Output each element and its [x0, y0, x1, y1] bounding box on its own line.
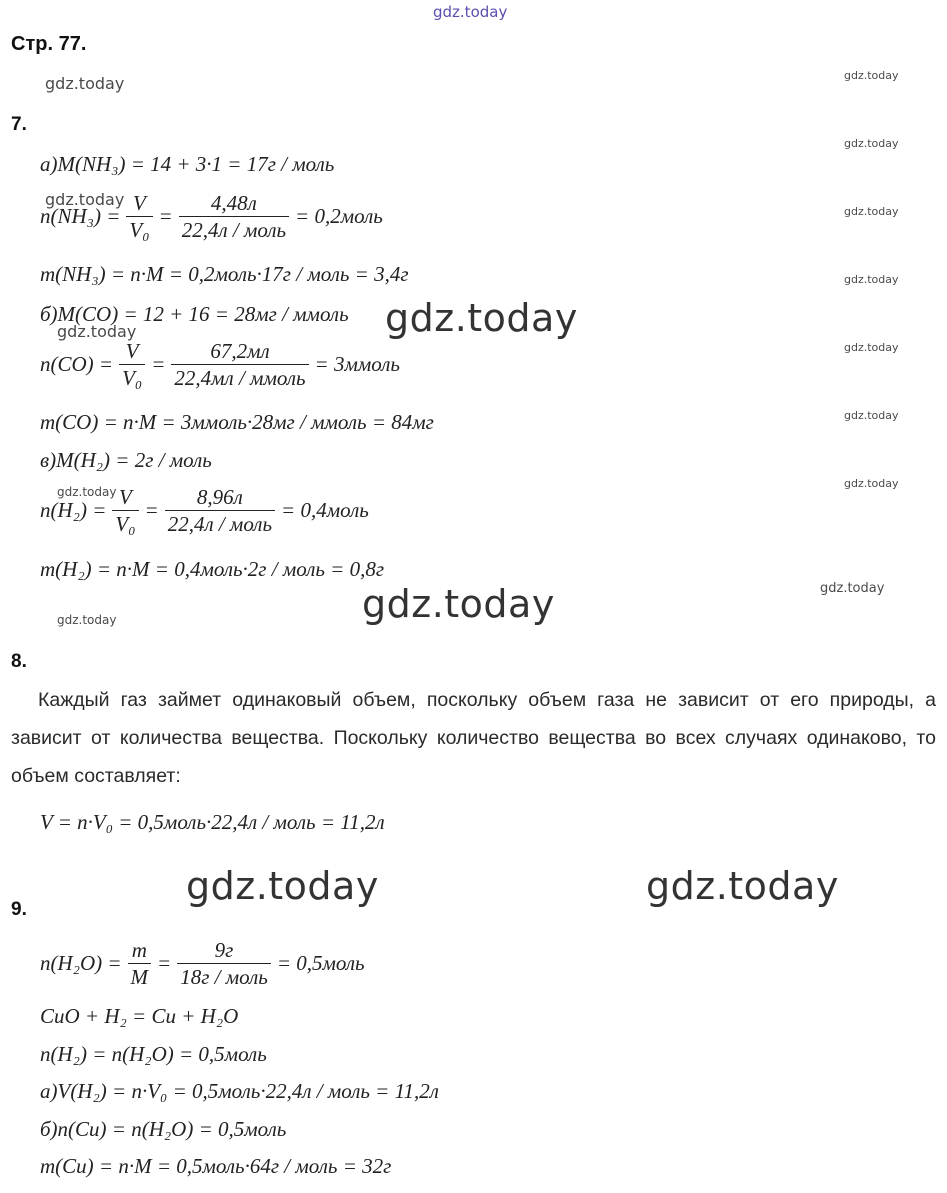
task-7c-amount-formula: n(H₂) = $\frac{V}{\text{V₀}}$ = $\frac{8,96л}{\text{22,4л / моль}}$ = 0,4моль: [40, 485, 369, 536]
watermark: gdz.today: [844, 477, 899, 490]
task-7c-mass: m(H₂) = n·M = 0,4моль·2г / моль = 0,8г: [40, 557, 385, 581]
watermark-large: gdz.today: [362, 582, 555, 626]
task-9-number: 9.: [11, 899, 27, 920]
task-9a-volume: а)V(H₂) = n·V₀ = 0,5моль·22,4л / моль = 11,2л: [40, 1079, 439, 1103]
page-title: Стр. 77.: [11, 33, 87, 55]
task-7a-mass: m(NH₃) = n·M = 0,2моль·17г / моль = 3,4г: [40, 262, 409, 286]
watermark: gdz.today: [45, 190, 125, 209]
watermark: gdz.today: [844, 341, 899, 354]
task-9-reaction: CuO + H₂ = Cu + H₂O: [40, 1004, 239, 1028]
task-8-paragraph: Каждый газ займет одинаковый объем, поскольку объем газа не зависит от его природы, а зависит от количества вещества. Поскольку количество вещества во всех случаях одинаково, то объем составляет:: [11, 689, 936, 787]
fraction-values: $\frac{4,48л}{\text{22,4л / моль}}$: [179, 192, 289, 241]
task-7b-amount-formula: n(CO) = $\frac{V}{\text{V₀}}$ = $\frac{67,2мл}{\text{22,4мл / ммоль}}$ = 3ммоль: [40, 339, 400, 390]
fraction-m-M: $\frac{m}{M}$: [128, 939, 152, 988]
task-9-m-cu: m(Cu) = n·M = 0,5моль·64г / моль = 32г: [40, 1154, 392, 1178]
task-7-number: 7.: [11, 114, 27, 135]
fraction-v-v0: $\frac{V}{\text{V₀}}$: [119, 340, 145, 389]
watermark: gdz.today: [844, 137, 899, 150]
watermark: gdz.today: [844, 205, 899, 218]
task-9-amount-formula: n(H₂O) = $\frac{m}{M}$ = $\frac{9г}{\text{18г / моль}}$ = 0,5моль: [40, 938, 365, 989]
watermark: gdz.today: [844, 69, 899, 82]
formula-result: = 0,2моль: [295, 204, 383, 228]
task-7b-mass: m(CO) = n·M = 3ммоль·28мг / ммоль = 84мг: [40, 410, 434, 434]
watermark-top: gdz.today: [433, 3, 508, 21]
task-7a-amount-formula: n(NH₃) = $\frac{V}{\text{V₀}}$ = $\frac{4,48л}{\text{22,4л / моль}}$ = 0,2моль: [40, 191, 383, 242]
watermark: gdz.today: [844, 409, 899, 422]
watermark: gdz.today: [844, 273, 899, 286]
formula-left: n(NH₃) =: [40, 204, 121, 228]
fraction-values: $\frac{67,2мл}{\text{22,4мл / ммоль}}$: [171, 340, 308, 389]
task-7c-molar-mass: в)M(H₂) = 2г / моль: [40, 448, 212, 472]
watermark: gdz.today: [820, 581, 885, 596]
watermark-large: gdz.today: [186, 864, 379, 908]
watermark-large: gdz.today: [646, 864, 839, 908]
watermark: gdz.today: [57, 322, 137, 341]
fraction-values: $\frac{8,96л}{\text{22,4л / моль}}$: [165, 486, 275, 535]
task-7a-molar-mass: а)M(NH₃) = 14 + 3·1 = 17г / моль: [40, 152, 335, 176]
watermark: gdz.today: [45, 74, 125, 93]
task-8-number: 8.: [11, 651, 27, 672]
fraction-v-v0: $\frac{V}{\text{V₀}}$: [112, 486, 138, 535]
task-7b-molar-mass: б)M(CO) = 12 + 16 = 28мг / ммоль: [40, 302, 349, 326]
watermark-large: gdz.today: [385, 296, 578, 340]
task-9b-n-cu: б)n(Cu) = n(H₂O) = 0,5моль: [40, 1117, 287, 1141]
watermark: gdz.today: [57, 485, 117, 499]
fraction-v-v0: $\frac{V}{\text{V₀}}$: [126, 192, 152, 241]
watermark: gdz.today: [57, 613, 117, 627]
fraction-values: $\frac{9г}{\text{18г / моль}}$: [177, 939, 271, 988]
task-9-n-h2: n(H₂) = n(H₂O) = 0,5моль: [40, 1042, 267, 1066]
task-8-formula: V = n·V₀ = 0,5моль·22,4л / моль = 11,2л: [40, 810, 385, 834]
